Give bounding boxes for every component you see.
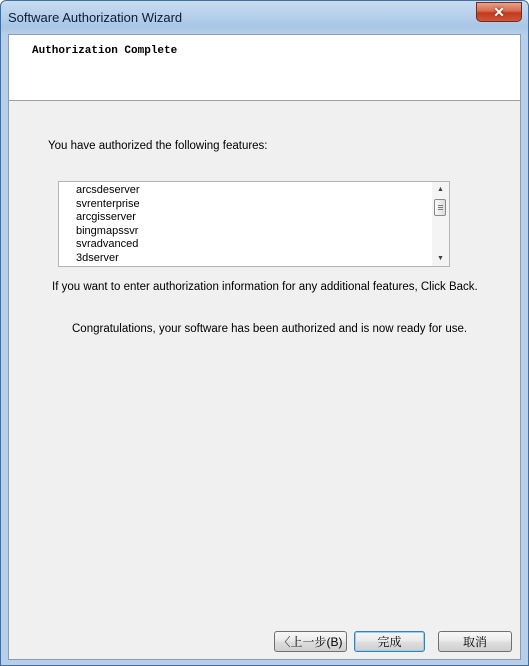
features-list bbox=[76, 184, 140, 265]
additional-info-text: If you want to enter authorization information for any additional features, Click Back. bbox=[52, 281, 478, 293]
list-item[interactable]: bingmapssvr bbox=[76, 224, 139, 237]
list-item[interactable]: arcsdeserver bbox=[76, 184, 140, 196]
list-item[interactable]: 3dserver bbox=[76, 251, 119, 264]
wizard-client-area bbox=[8, 34, 521, 660]
grip-line bbox=[438, 207, 443, 208]
scroll-down-icon[interactable]: ▼ bbox=[437, 255, 444, 262]
page-title: Authorization Complete bbox=[32, 45, 178, 57]
title-bar[interactable] bbox=[1, 1, 528, 34]
vertical-scrollbar[interactable] bbox=[432, 182, 449, 266]
features-listbox[interactable] bbox=[58, 181, 450, 267]
close-icon: ✕ bbox=[493, 4, 505, 20]
scroll-thumb[interactable] bbox=[434, 199, 446, 216]
list-item[interactable]: svrenterprise bbox=[76, 197, 140, 210]
list-item[interactable]: svradvanced bbox=[76, 238, 139, 250]
back-button[interactable]: 〈上一步(B) bbox=[274, 631, 347, 652]
close-button[interactable] bbox=[476, 2, 522, 22]
window-title: Software Authorization Wizard bbox=[8, 10, 183, 25]
scroll-up-icon[interactable]: ▲ bbox=[437, 186, 444, 193]
congratulations-text: Congratulations, your software has been authorized and is now ready for use. bbox=[72, 323, 468, 335]
cancel-button[interactable]: 取消 bbox=[438, 631, 512, 652]
grip-line bbox=[438, 205, 443, 206]
grip-line bbox=[438, 209, 443, 210]
wizard-header bbox=[9, 35, 520, 101]
intro-text: You have authorized the following features: bbox=[48, 140, 268, 152]
finish-button[interactable]: 完成 bbox=[354, 631, 425, 652]
list-item[interactable]: arcgisserver bbox=[76, 211, 136, 223]
